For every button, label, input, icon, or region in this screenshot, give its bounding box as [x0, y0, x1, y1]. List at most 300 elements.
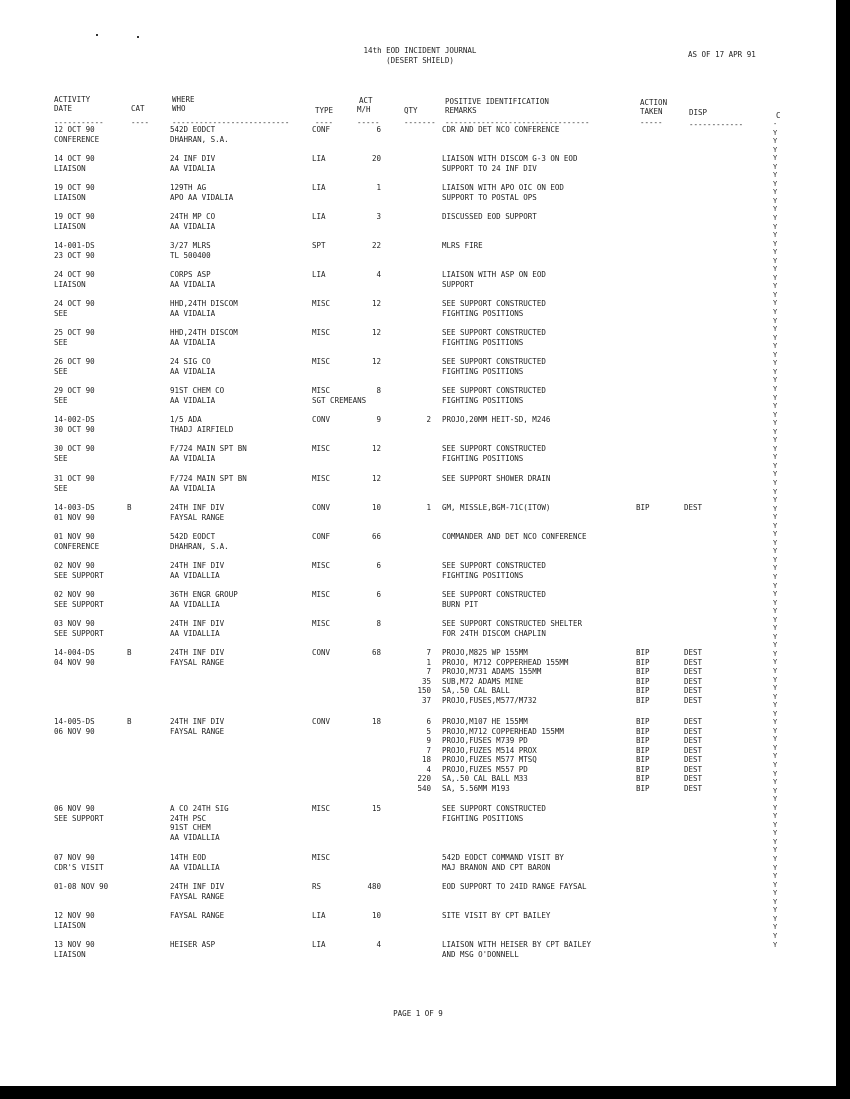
where-who-line-2: AA VIDALIA	[170, 308, 216, 318]
type: CONV	[312, 648, 331, 657]
type: MISC	[312, 619, 331, 628]
c-column-mark: Y	[773, 855, 778, 864]
where-who-line-2: AA VIDALIA	[170, 453, 216, 463]
c-column-mark: Y	[773, 812, 778, 821]
c-column-mark: Y	[773, 350, 778, 359]
activity-date-sub: LIAISON	[54, 920, 86, 930]
where-who-line-2: FAYSAL RANGE	[170, 657, 225, 667]
c-column-mark: Y	[773, 214, 778, 223]
type: LIA	[312, 911, 326, 920]
type: CONV	[312, 717, 331, 726]
journal-entry	[0, 386, 836, 405]
activity-date: 19 OCT 90	[54, 212, 95, 221]
act-man-hours: 12	[371, 299, 381, 308]
remarks-line-2: MAJ BRANON AND CPT BARON	[442, 862, 551, 872]
activity-date-sub: CDR'S VISIT	[54, 862, 104, 872]
item-identification: SUB,M72 ADAMS MINE	[442, 676, 524, 686]
where-who: 542D EODCT	[170, 125, 216, 134]
act-man-hours: 12	[371, 328, 381, 337]
c-column-mark: Y	[773, 820, 778, 829]
c-column-mark: Y	[773, 461, 778, 470]
journal-entry	[0, 911, 836, 930]
c-column-mark: Y	[773, 308, 778, 317]
item-quantity: 9	[426, 736, 431, 745]
journal-entry	[0, 532, 836, 551]
c-column-mark: Y	[773, 205, 778, 214]
remarks: GM, MISSLE,BGM-71C(ITOW)	[442, 503, 551, 512]
journal-entry	[0, 328, 836, 347]
activity-date: 06 NOV 90	[54, 804, 95, 813]
remarks: SEE SUPPORT CONSTRUCTED	[442, 299, 546, 308]
c-column-mark: Y	[773, 273, 778, 282]
c-column-mark: Y	[773, 316, 778, 325]
item-identification: PROJO,M825 WP 155MM	[442, 648, 528, 657]
remarks: CDR AND DET NCO CONFERENCE	[442, 125, 560, 134]
c-column-mark: Y	[773, 769, 778, 778]
where-who: 36TH ENGR GROUP	[170, 590, 238, 599]
activity-date: 29 OCT 90	[54, 386, 95, 395]
rule-where: --------------------------	[172, 118, 290, 127]
c-column-mark: Y	[773, 145, 778, 154]
act-man-hours: 9	[376, 415, 381, 424]
type: LIA	[312, 154, 326, 163]
c-column-mark: Y	[773, 795, 778, 804]
item-action-taken: BIP	[636, 783, 650, 793]
item-quantity: 18	[421, 755, 431, 764]
remarks-line-2: BURN PIT	[442, 599, 479, 609]
activity-date: 01 NOV 90	[54, 532, 95, 541]
remarks: SEE SUPPORT SHOWER DRAIN	[442, 474, 551, 483]
activity-date: 13 NOV 90	[54, 940, 95, 949]
activity-date: 03 NOV 90	[54, 619, 95, 628]
rule-qty: -------	[404, 118, 436, 127]
where-who-line-2: AA VIDALIA	[170, 337, 216, 347]
c-column-mark: Y	[773, 846, 778, 855]
type: MISC	[312, 299, 331, 308]
remarks-line-2: SUPPORT	[442, 279, 474, 289]
type: SPT	[312, 241, 326, 250]
c-column-mark: Y	[773, 196, 778, 205]
c-column-mark: Y	[773, 803, 778, 812]
c-column-mark: Y	[773, 376, 778, 385]
activity-date-sub: SEE	[54, 337, 68, 347]
remarks: LIAISON WITH DISCOM G-3 ON EOD	[442, 154, 578, 163]
c-column-mark: Y	[773, 154, 778, 163]
c-column-mark: Y	[773, 709, 778, 718]
type: MISC	[312, 474, 331, 483]
activity-date: 19 OCT 90	[54, 183, 95, 192]
type: CONF	[312, 125, 331, 134]
action-taken: BIP	[636, 503, 650, 512]
remarks: COMMANDER AND DET NCO CONFERENCE	[442, 532, 587, 541]
where-who-line-2: AA VIDALIA	[170, 221, 216, 231]
item-disposition: DEST	[684, 726, 703, 736]
col-where-l2: WHO	[172, 104, 186, 113]
c-column-mark: Y	[773, 513, 778, 522]
c-column-mark: Y	[773, 179, 778, 188]
c-column-mark: Y	[773, 419, 778, 428]
journal-entry	[0, 590, 836, 609]
activity-date: 12 NOV 90	[54, 911, 95, 920]
where-who: 3/27 MLRS	[170, 241, 211, 250]
category: B	[127, 503, 132, 512]
remarks-line-2: FOR 24TH DISCOM CHAPLIN	[442, 628, 546, 638]
col-activity-l1: ACTIVITY	[54, 95, 91, 104]
c-column-mark: Y	[773, 829, 778, 838]
act-man-hours: 12	[371, 474, 381, 483]
c-column-mark: Y	[773, 889, 778, 898]
act-man-hours: 6	[376, 125, 381, 134]
item-identification: SA,.50 CAL BALL	[442, 686, 510, 695]
remarks: LIAISON WITH ASP ON EOD	[442, 270, 546, 279]
c-column-mark: Y	[773, 265, 778, 274]
journal-entry	[0, 648, 836, 705]
where-who-line-2: AA VIDALIA	[170, 366, 216, 376]
item-disposition: DEST	[684, 667, 703, 676]
activity-date-sub: LIAISON	[54, 279, 86, 289]
type: MISC	[312, 590, 331, 599]
c-column-mark: Y	[773, 427, 778, 436]
remarks-line-2: SUPPORT TO POSTAL OPS	[442, 192, 537, 202]
activity-date-sub: 30 OCT 90	[54, 424, 95, 434]
c-column-mark: Y	[773, 658, 778, 667]
type: MISC	[312, 328, 331, 337]
act-man-hours: 8	[376, 619, 381, 628]
remarks: MLRS FIRE	[442, 241, 483, 250]
c-column-mark: Y	[773, 701, 778, 710]
c-column-mark: Y	[773, 299, 778, 308]
title-line-2: (DESERT SHIELD)	[386, 55, 454, 65]
where-who: 24TH INF DIV	[170, 882, 225, 891]
c-column-mark: Y	[773, 906, 778, 915]
scan-border-bottom	[0, 1086, 850, 1099]
c-column-mark: Y	[773, 359, 778, 368]
activity-date-sub: 06 NOV 90	[54, 726, 95, 736]
act-man-hours: 10	[371, 503, 381, 512]
item-action-taken: BIP	[636, 686, 650, 695]
where-who-line-3: 91ST CHEM	[170, 823, 211, 832]
act-man-hours: 8	[376, 386, 381, 395]
item-disposition: DEST	[684, 755, 703, 764]
c-column-mark: Y	[773, 555, 778, 564]
item-disposition: DEST	[684, 764, 703, 774]
item-disposition: DEST	[684, 745, 703, 755]
journal-entry	[0, 444, 836, 463]
item-quantity: 4	[426, 764, 431, 774]
c-column-mark: Y	[773, 547, 778, 556]
c-column-mark: Y	[773, 632, 778, 641]
where-who: A CO 24TH SIG	[170, 804, 229, 813]
c-column-mark: Y	[773, 940, 778, 949]
act-man-hours: 12	[371, 357, 381, 366]
activity-date-sub: CONFERENCE	[54, 541, 100, 551]
activity-date: 14 OCT 90	[54, 154, 95, 163]
c-column-mark: Y	[773, 872, 778, 881]
type: LIA	[312, 270, 326, 279]
c-column-mark: Y	[773, 342, 778, 351]
item-identification: PROJO,FUZES M514 PROX	[442, 745, 537, 755]
activity-date: 02 NOV 90	[54, 561, 95, 570]
activity-date-sub: LIAISON	[54, 163, 86, 173]
where-who-line-2: AA VIDALIA	[170, 163, 216, 173]
where-who: CORPS ASP	[170, 270, 211, 279]
activity-date-sub: SEE	[54, 483, 68, 493]
type: LIA	[312, 212, 326, 221]
category: B	[127, 648, 132, 657]
remarks-line-2: FIGHTING POSITIONS	[442, 570, 524, 580]
journal-entry	[0, 882, 836, 901]
act-man-hours: 6	[376, 561, 381, 570]
where-who: F/724 MAIN SPT BN	[170, 444, 247, 453]
remarks: LIAISON WITH APO OIC ON EOD	[442, 183, 564, 192]
c-column-mark: Y	[773, 718, 778, 727]
type: LIA	[312, 183, 326, 192]
journal-entry	[0, 299, 836, 318]
activity-date-sub: SEE SUPPORT	[54, 628, 104, 638]
quantity: 1	[426, 503, 431, 512]
act-man-hours: 4	[376, 940, 381, 949]
journal-entry	[0, 241, 836, 260]
remarks-line-2: FIGHTING POSITIONS	[442, 308, 524, 318]
type: MISC	[312, 386, 331, 395]
item-disposition: DEST	[684, 717, 703, 726]
c-column-mark: Y	[773, 667, 778, 675]
where-who-line-2: THADJ AIRFIELD	[170, 424, 234, 434]
c-column-mark: Y	[773, 222, 778, 231]
scan-border-right	[836, 0, 850, 1099]
c-column-mark: Y	[773, 231, 778, 240]
where-who-line-2: AA VIDALIA	[170, 279, 216, 289]
remarks-line-2: FIGHTING POSITIONS	[442, 395, 524, 405]
disposition: DEST	[684, 503, 703, 512]
item-quantity: 150	[417, 686, 431, 695]
c-column-mark: Y	[773, 675, 778, 684]
c-column-mark: Y	[773, 171, 778, 180]
journal-entry	[0, 415, 836, 434]
remarks: 542D EODCT COMMAND VISIT BY	[442, 853, 564, 862]
c-column-mark: Y	[773, 726, 778, 735]
c-column-mark: Y	[773, 743, 778, 752]
col-qty: QTY	[404, 106, 418, 115]
col-c: C	[776, 111, 781, 120]
where-who: 24TH INF DIV	[170, 561, 225, 570]
act-man-hours: 12	[371, 444, 381, 453]
title-line-1: 14th EOD INCIDENT JOURNAL	[363, 46, 477, 55]
remarks: SEE SUPPORT CONSTRUCTED	[442, 444, 546, 453]
category: B	[127, 717, 132, 726]
c-column-mark: Y	[773, 684, 778, 693]
col-pid-l2: REMARKS	[445, 106, 477, 115]
c-column-mark: Y	[773, 384, 778, 393]
remarks-line-2: FIGHTING POSITIONS	[442, 366, 524, 376]
c-column-mark: Y	[773, 470, 778, 479]
c-column-mark: Y	[773, 624, 778, 633]
act-man-hours: 480	[367, 882, 381, 891]
remarks: SEE SUPPORT CONSTRUCTED	[442, 357, 546, 366]
remarks: EOD SUPPORT TO 24ID RANGE FAYSAL	[442, 882, 587, 891]
item-identification: SA,.50 CAL BALL M33	[442, 774, 528, 783]
activity-date: 14-003-DS	[54, 503, 95, 512]
rule-remarks: --------------------------------	[445, 118, 590, 127]
where-who-line-2: AA VIDALIA	[170, 395, 216, 405]
type: MISC	[312, 357, 331, 366]
c-column-mark: Y	[773, 897, 778, 906]
remarks: SEE SUPPORT CONSTRUCTED	[442, 804, 546, 813]
item-quantity: 220	[417, 774, 431, 783]
item-quantity: 35	[421, 676, 431, 686]
activity-date: 30 OCT 90	[54, 444, 95, 453]
where-who-line-2: AA VIDALLIA	[170, 599, 220, 609]
journal-entry	[0, 357, 836, 376]
c-column-mark: Y	[773, 496, 778, 505]
type-note: SGT CREMEANS	[312, 395, 367, 405]
item-quantity: 6	[426, 717, 431, 726]
where-who: HHD,24TH DISCOM	[170, 299, 238, 308]
activity-date-sub: 04 NOV 90	[54, 657, 95, 667]
activity-date-sub: CONFERENCE	[54, 134, 100, 144]
journal-entry	[0, 717, 836, 793]
page-number: PAGE 1 OF 9	[393, 1009, 443, 1018]
c-column-mark: Y	[773, 256, 778, 265]
item-identification: PROJO,M731 ADAMS 155MM	[442, 667, 542, 676]
c-column-mark: -	[773, 120, 778, 128]
item-identification: PROJO,FUSES,M577/M732	[442, 695, 537, 705]
where-who: 129TH AG	[170, 183, 207, 192]
remarks: PROJO,20MM HEIT-SD, M246	[442, 415, 551, 424]
act-man-hours: 66	[371, 532, 381, 541]
c-column-mark: Y	[773, 572, 778, 581]
where-who: F/724 MAIN SPT BN	[170, 474, 247, 483]
col-action-l1: ACTION	[640, 98, 668, 107]
item-identification: PROJO,FUZES M577 MTSQ	[442, 755, 537, 764]
item-disposition: DEST	[684, 736, 703, 745]
item-action-taken: BIP	[636, 667, 650, 676]
item-quantity: 7	[426, 648, 431, 657]
remarks-line-2: SUPPORT TO 24 INF DIV	[442, 163, 537, 173]
act-man-hours: 22	[371, 241, 381, 250]
c-column-mark: Y	[773, 487, 778, 496]
col-activity-l2: DATE	[54, 104, 73, 113]
activity-date-sub: SEE	[54, 453, 68, 463]
rule-disp: ------------	[689, 120, 744, 129]
c-column-mark: Y	[773, 641, 778, 650]
c-column-mark: Y	[773, 290, 778, 299]
c-column-mark: Y	[773, 581, 778, 590]
c-column-mark: Y	[773, 128, 778, 137]
item-action-taken: BIP	[636, 764, 650, 774]
remarks: LIAISON WITH HEISER BY CPT BAILEY	[442, 940, 592, 949]
journal-entry	[0, 270, 836, 289]
document-title	[330, 46, 510, 65]
where-who: 91ST CHEM CO	[170, 386, 225, 395]
col-cat: CAT	[131, 104, 145, 113]
item-disposition: DEST	[684, 783, 703, 793]
where-who-line-2: FAYSAL RANGE	[170, 891, 225, 901]
type: MISC	[312, 853, 331, 862]
remarks-line-2: AND MSG O'DONNELL	[442, 949, 519, 959]
journal-entry	[0, 804, 836, 842]
act-man-hours: 4	[376, 270, 381, 279]
remarks-line-2: FIGHTING POSITIONS	[442, 453, 524, 463]
activity-date-sub: SEE	[54, 366, 68, 376]
item-quantity: 7	[426, 667, 431, 676]
c-column-mark: Y	[773, 692, 778, 701]
col-disp: DISP	[689, 108, 708, 117]
type: MISC	[312, 561, 331, 570]
where-who: 24TH MP CO	[170, 212, 216, 221]
item-identification: PROJO,FUZES M557 PD	[442, 764, 528, 774]
c-column-mark: Y	[773, 478, 778, 487]
journal-entry	[0, 183, 836, 202]
c-column-mark: Y	[773, 333, 778, 342]
type: CONV	[312, 503, 331, 512]
c-column-mark: Y	[773, 752, 778, 761]
where-who-line-2: DHAHRAN, S.A.	[170, 134, 229, 144]
c-column-mark: Y	[773, 837, 778, 846]
activity-date-sub: LIAISON	[54, 192, 86, 202]
item-action-taken: BIP	[636, 774, 650, 783]
activity-date: 25 OCT 90	[54, 328, 95, 337]
item-action-taken: BIP	[636, 745, 650, 755]
where-who-line-2: AA VIDALIA	[170, 483, 216, 493]
c-column-mark: Y	[773, 248, 778, 257]
act-man-hours: 1	[376, 183, 381, 192]
item-disposition: DEST	[684, 774, 703, 783]
where-who: HEISER ASP	[170, 940, 216, 949]
activity-date-sub: LIAISON	[54, 221, 86, 231]
item-action-taken: BIP	[636, 755, 650, 764]
activity-date: 12 OCT 90	[54, 125, 95, 134]
c-column-mark: Y	[773, 880, 778, 889]
c-column-mark: Y	[773, 521, 778, 530]
activity-date-sub: LIAISON	[54, 949, 86, 959]
type: CONF	[312, 532, 331, 541]
c-column-mark: Y	[773, 598, 778, 607]
c-column-mark: Y	[773, 607, 778, 616]
type: CONV	[312, 415, 331, 424]
journal-entry	[0, 940, 836, 959]
item-action-taken: BIP	[636, 657, 650, 667]
where-who: 24 INF DIV	[170, 154, 216, 163]
rule-date: -----------	[54, 118, 104, 127]
where-who-line-2: APO AA VIDALIA	[170, 192, 234, 202]
where-who: FAYSAL RANGE	[170, 911, 225, 920]
c-column-mark: Y	[773, 735, 778, 744]
activity-date: 24 OCT 90	[54, 270, 95, 279]
activity-date: 14-002-DS	[54, 415, 95, 424]
c-column-mark: Y	[773, 402, 778, 411]
remarks: SEE SUPPORT CONSTRUCTED	[442, 328, 546, 337]
c-column-mark: Y	[773, 761, 778, 770]
act-man-hours: 3	[376, 212, 381, 221]
activity-date: 26 OCT 90	[54, 357, 95, 366]
item-quantity: 37	[421, 695, 431, 705]
c-column-mark: Y	[773, 530, 778, 539]
remarks: SEE SUPPORT CONSTRUCTED SHELTER	[442, 619, 582, 628]
where-who: HHD,24TH DISCOM	[170, 328, 238, 337]
c-column-mark: Y	[773, 137, 778, 146]
as-of-date: AS OF 17 APR 91	[688, 50, 756, 59]
where-who: 24TH INF DIV	[170, 503, 225, 512]
item-disposition: DEST	[684, 686, 703, 695]
item-action-taken: BIP	[636, 736, 650, 745]
activity-date-sub: SEE SUPPORT	[54, 599, 104, 609]
where-who-line-2: TL 500400	[170, 250, 211, 260]
item-quantity: 5	[426, 726, 431, 736]
activity-date-sub: SEE SUPPORT	[54, 813, 104, 823]
item-action-taken: BIP	[636, 726, 650, 736]
journal-entry	[0, 619, 836, 638]
